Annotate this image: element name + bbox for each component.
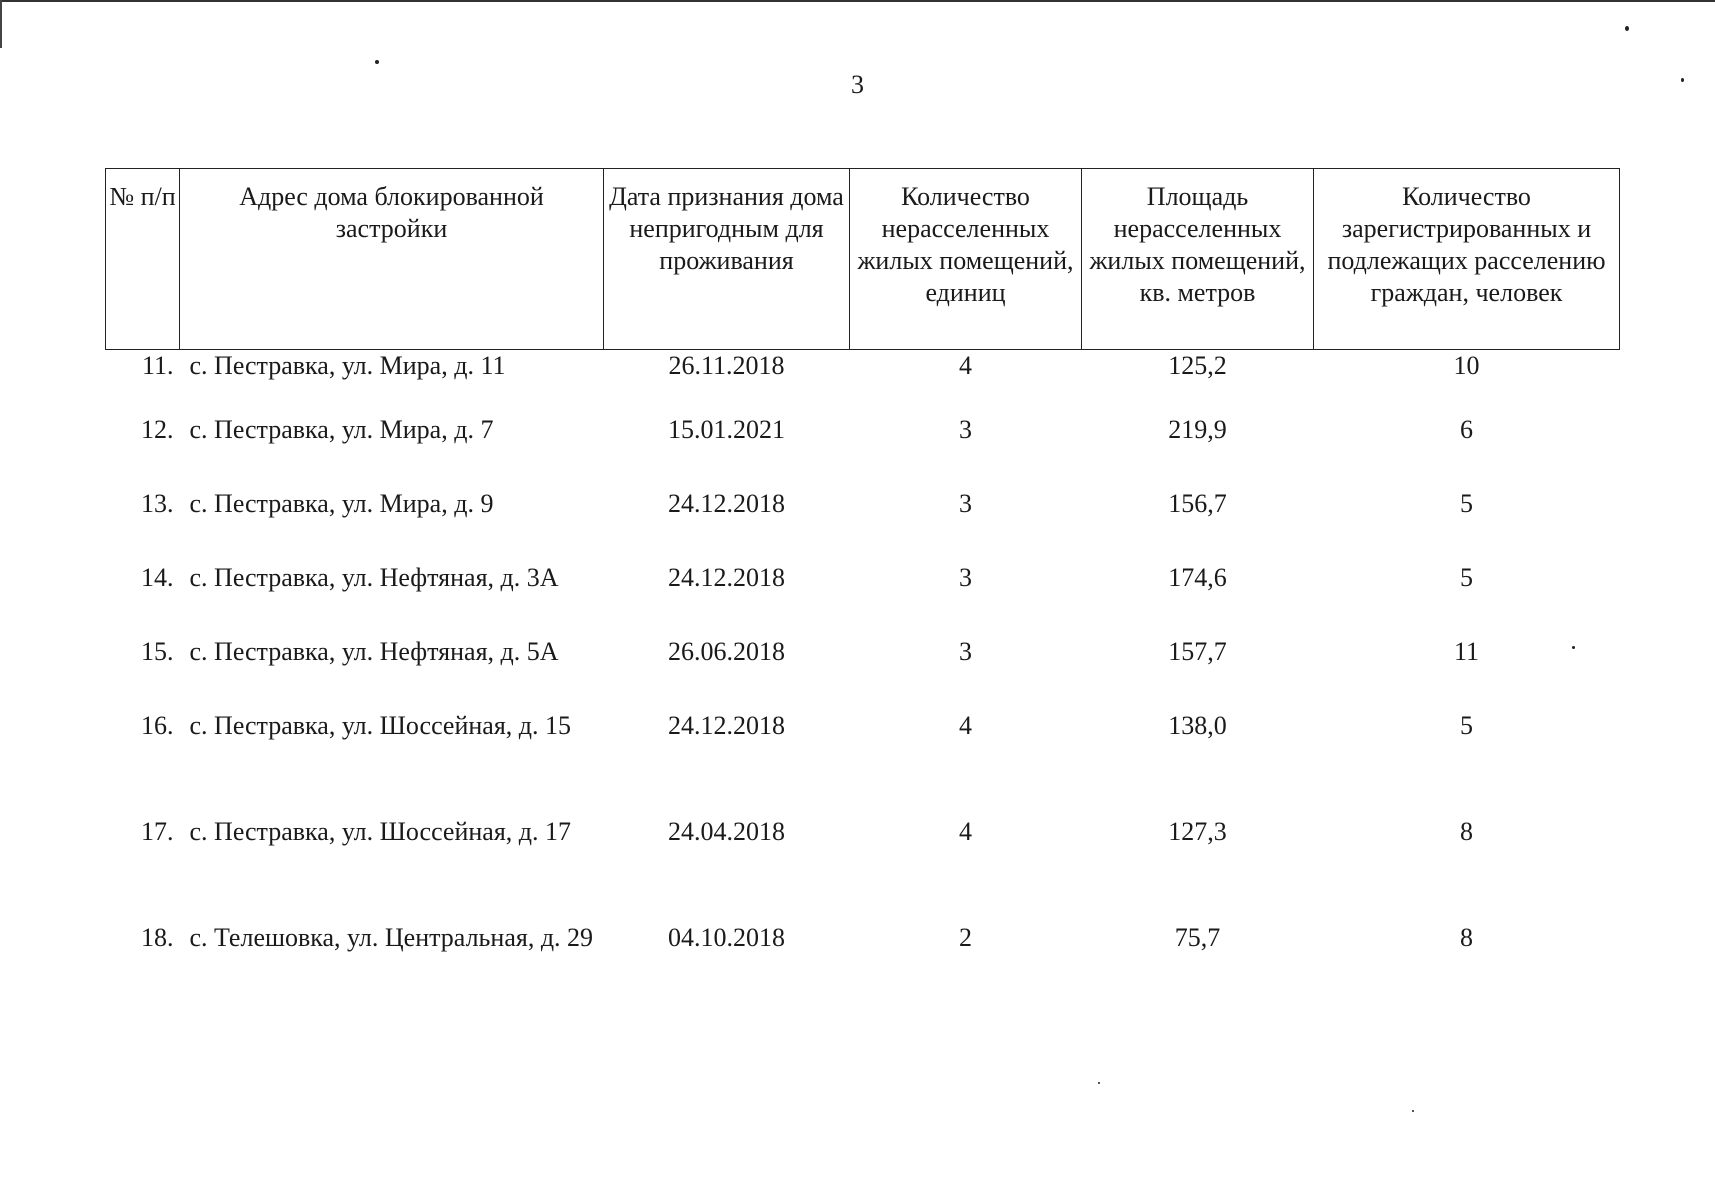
- header-address: Адрес дома блокированной застройки: [180, 169, 604, 350]
- row-date: 24.04.2018: [668, 817, 785, 846]
- row-units: 4: [959, 351, 972, 380]
- row-area: 125,2: [1168, 351, 1227, 380]
- header-date: Дата признания дома непригодным для проживания: [604, 169, 850, 350]
- row-number: 18.: [141, 923, 174, 952]
- row-date: 26.06.2018: [668, 637, 785, 666]
- table-row: [106, 488, 1620, 562]
- row-people: 11: [1453, 637, 1480, 666]
- row-people: 6: [1460, 415, 1473, 444]
- row-date: 24.12.2018: [668, 711, 785, 740]
- row-people: 5: [1460, 563, 1473, 592]
- row-people: 5: [1460, 711, 1473, 740]
- row-people: 8: [1460, 923, 1473, 952]
- row-area: 138,0: [1168, 711, 1227, 740]
- row-address: с. Пестравка, ул. Шоссейная, д. 15: [189, 711, 572, 740]
- row-units: 3: [959, 415, 972, 444]
- row-date: 26.11.2018: [668, 351, 785, 380]
- row-units: 2: [959, 923, 972, 952]
- row-people: 8: [1460, 817, 1473, 846]
- row-area: 75,7: [1174, 923, 1221, 952]
- row-number: 17.: [141, 817, 174, 846]
- scan-speck: [375, 60, 379, 64]
- row-date: 15.01.2021: [668, 415, 785, 444]
- page-number: 3: [851, 70, 864, 99]
- row-number: 11.: [141, 351, 174, 380]
- row-number: 14.: [141, 563, 174, 592]
- header-people: Количество зарегистрированных и подлежащих расселению граждан, человек: [1314, 169, 1620, 350]
- row-address: с. Пестравка, ул. Мира, д. 11: [189, 351, 506, 380]
- row-address: с. Пестравка, ул. Нефтяная, д. 3А: [189, 563, 559, 592]
- row-number: 16.: [141, 711, 174, 740]
- row-address: с. Пестравка, ул. Нефтяная, д. 5А: [189, 637, 559, 666]
- table-row: [106, 562, 1620, 636]
- row-area: 157,7: [1168, 637, 1227, 666]
- row-units: 3: [959, 637, 972, 666]
- table-row: [106, 922, 1620, 1028]
- scan-edge-top: [0, 0, 1715, 2]
- row-units: 4: [959, 817, 972, 846]
- scan-speck: [1098, 1082, 1100, 1084]
- row-people: 5: [1460, 489, 1473, 518]
- scan-speck: [1625, 26, 1629, 31]
- table-row: [106, 414, 1620, 488]
- table-row: [106, 710, 1620, 816]
- row-area: 156,7: [1168, 489, 1227, 518]
- header-area: Площадь нерасселенных жилых помещений, кв. метров: [1082, 169, 1314, 350]
- row-units: 3: [959, 489, 972, 518]
- row-area: 127,3: [1168, 817, 1227, 846]
- header-units: Количество нерасселенных жилых помещений, единиц: [850, 169, 1082, 350]
- row-area: 174,6: [1168, 563, 1227, 592]
- scan-edge-left: [0, 0, 2, 48]
- row-date: 04.10.2018: [668, 923, 785, 952]
- row-address: с. Телешовка, ул. Центральная, д. 29: [189, 923, 594, 952]
- row-number: 13.: [141, 489, 174, 518]
- scan-speck: [1412, 1110, 1414, 1112]
- row-units: 4: [959, 711, 972, 740]
- row-address: с. Пестравка, ул. Мира, д. 7: [189, 415, 494, 444]
- table-row: [106, 816, 1620, 922]
- header-number: № п/п: [106, 169, 180, 350]
- row-date: 24.12.2018: [668, 563, 785, 592]
- row-date: 24.12.2018: [668, 489, 785, 518]
- row-number: 12.: [141, 415, 174, 444]
- row-address: с. Пестравка, ул. Шоссейная, д. 17: [189, 817, 572, 846]
- row-area: 219,9: [1168, 415, 1227, 444]
- row-units: 3: [959, 563, 972, 592]
- table-header-row: [106, 169, 1620, 350]
- row-people: 10: [1453, 351, 1480, 380]
- table-row: [106, 350, 1620, 415]
- table-row: [106, 636, 1620, 710]
- row-address: с. Пестравка, ул. Мира, д. 9: [189, 489, 494, 518]
- row-number: 15.: [141, 637, 174, 666]
- resettlement-table: [105, 168, 1620, 1028]
